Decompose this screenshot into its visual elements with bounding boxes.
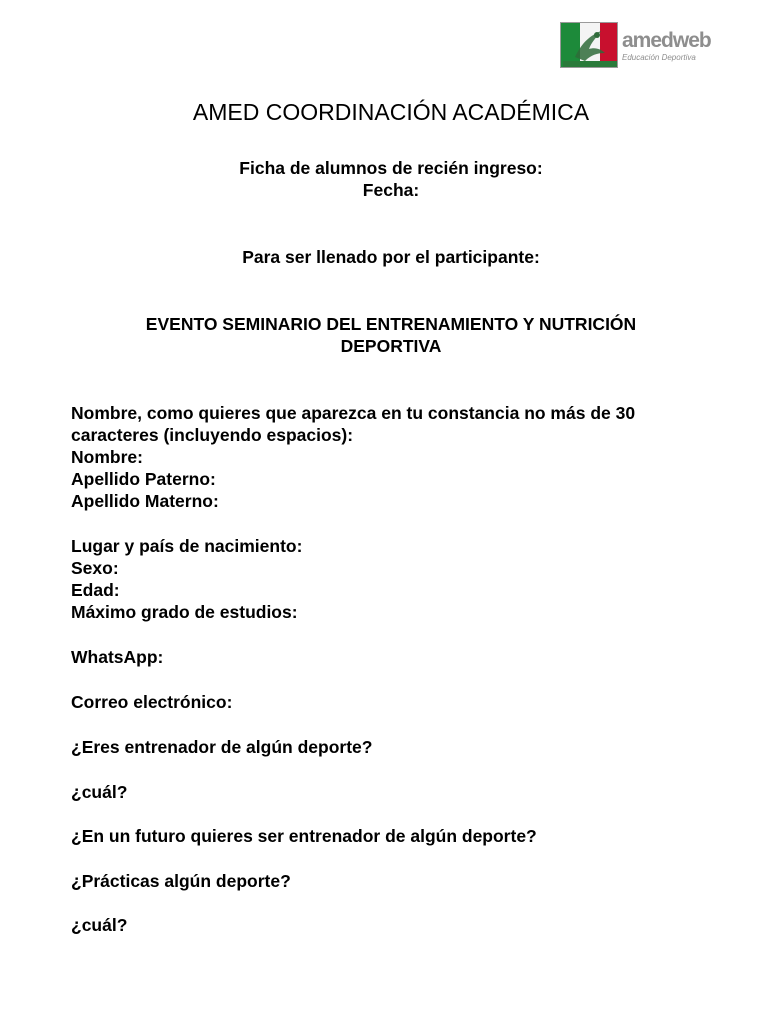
- apellido-paterno-label: Apellido Paterno:: [71, 469, 216, 489]
- event-title-line1: EVENTO SEMINARIO DEL ENTRENAMIENTO Y NUTRICIÓN: [145, 314, 637, 334]
- futuro-entrenador-question: ¿En un futuro quieres ser entrenador de algún deporte?: [71, 826, 537, 846]
- date-label: Fecha:: [362, 180, 420, 200]
- whatsapp-label: WhatsApp:: [71, 647, 164, 667]
- amedweb-logo: [560, 22, 720, 72]
- subtitle-block: [0, 157, 768, 201]
- subtitle: Ficha de alumnos de recién ingreso:: [239, 158, 543, 178]
- grado-estudios-label: Máximo grado de estudios:: [71, 602, 298, 622]
- athlete-silhouette-icon: [561, 23, 618, 68]
- name-note-line2: caracteres (incluyendo espacios):: [71, 425, 354, 445]
- edad-label: Edad:: [71, 580, 120, 600]
- event-title: [0, 313, 768, 357]
- event-title-line2: DEPORTIVA: [340, 336, 442, 356]
- instructions: Para ser llenado por el participante:: [242, 247, 540, 267]
- eres-entrenador-question: ¿Eres entrenador de algún deporte?: [71, 737, 373, 757]
- lugar-nacimiento-label: Lugar y país de nacimiento:: [71, 536, 303, 556]
- mexico-flag-icon: [560, 22, 618, 68]
- page-title: AMED COORDINACIÓN ACADÉMICA: [192, 99, 590, 125]
- practicas-deporte-question: ¿Prácticas algún deporte?: [71, 871, 291, 891]
- sexo-label: Sexo:: [71, 558, 119, 578]
- nombre-label: Nombre:: [71, 447, 143, 467]
- cual-question-1: ¿cuál?: [71, 782, 128, 802]
- logo-tagline: Educación Deportiva: [622, 53, 696, 62]
- name-note-line1: Nombre, como quieres que aparezca en tu constancia no más de 30: [71, 403, 636, 423]
- cual-question-2: ¿cuál?: [71, 915, 128, 935]
- logo-brand-text: amedweb: [622, 29, 711, 52]
- apellido-materno-label: Apellido Materno:: [71, 491, 219, 511]
- correo-label: Correo electrónico:: [71, 692, 233, 712]
